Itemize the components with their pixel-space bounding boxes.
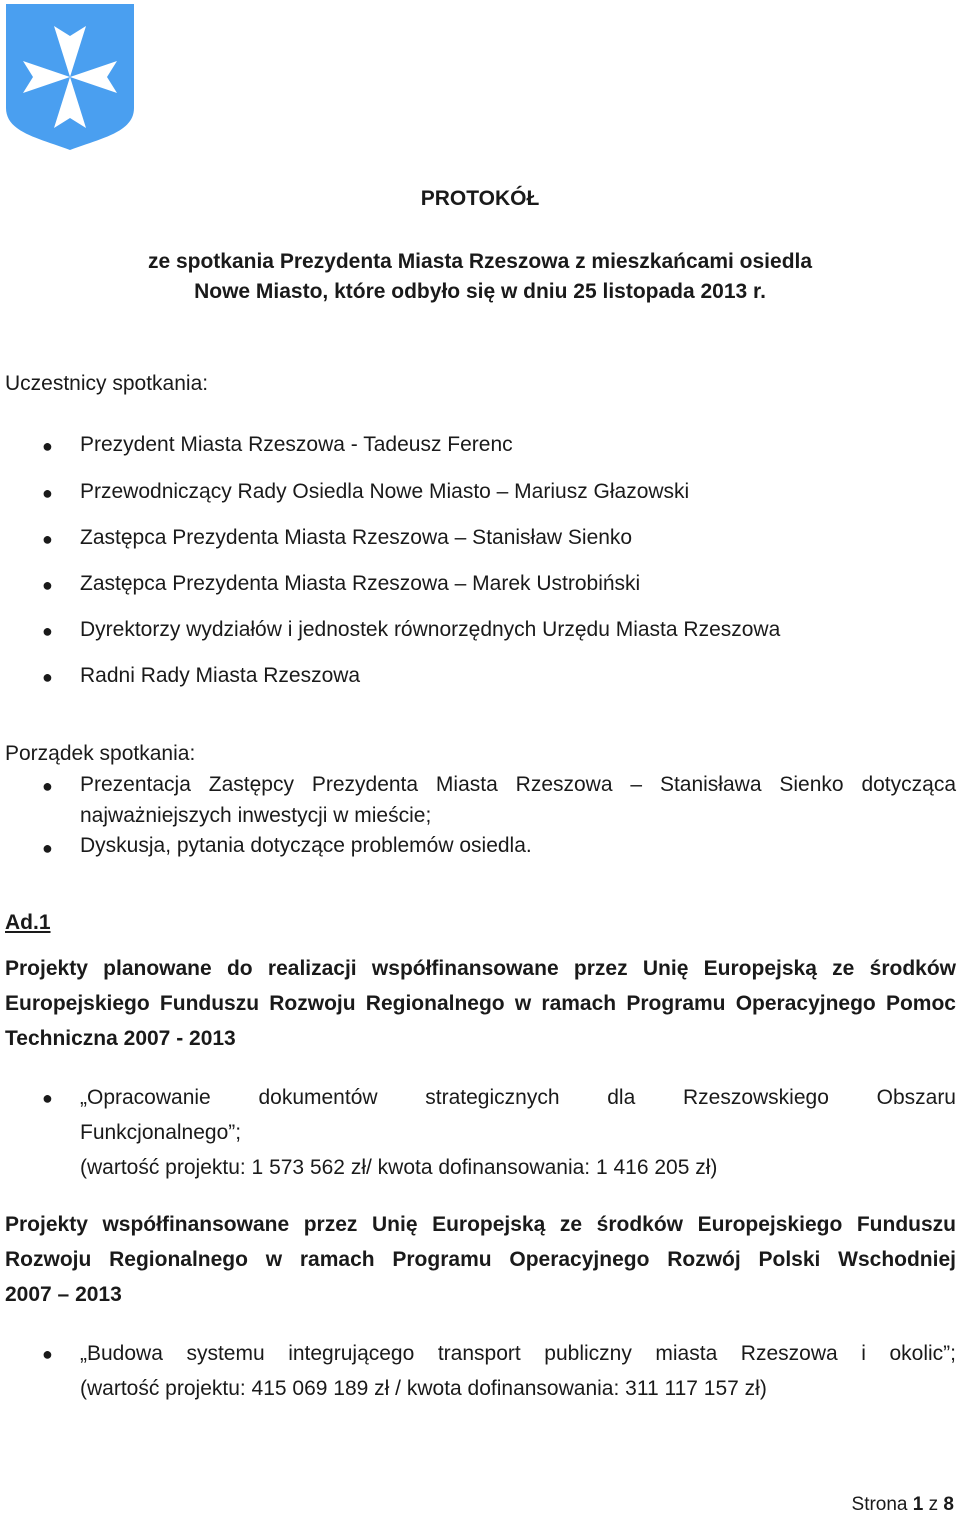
- bullet-icon: ●: [42, 483, 53, 503]
- bullet-icon: ●: [42, 575, 53, 595]
- bullet-icon: ●: [42, 667, 53, 687]
- section-1-project-line-1: „Opracowanie dokumentów strategicznych dla Rzeszowskiego Obszaru: [80, 1086, 956, 1109]
- page-word: Strona: [851, 1494, 908, 1515]
- section-2-project: [80, 1336, 956, 1406]
- bullet-icon: ●: [42, 529, 53, 549]
- section-label-ad1: Ad.1: [5, 911, 51, 934]
- section-1-heading: [5, 951, 956, 1056]
- agenda-item-1-line-2: najważniejszych inwestycji w mieście;: [80, 804, 432, 827]
- participant-item: Radni Rady Miasta Rzeszowa: [80, 664, 361, 687]
- section-1-heading-line-3: Techniczna 2007 - 2013: [5, 1027, 236, 1050]
- bullet-icon: ●: [42, 1344, 53, 1364]
- section-2-heading-line-2: Rozwoju Regionalnego w ramach Programu Operacyjnego Rozwój Polski Wschodniej: [5, 1248, 956, 1271]
- page-current: 1: [912, 1494, 924, 1515]
- agenda-item-1-line-1: Prezentacja Zastępcy Prezydenta Miasta Rzeszowa – Stanisława Sienko dotycząca: [80, 773, 956, 796]
- agenda-heading: Porządek spotkania:: [5, 742, 196, 765]
- page-number: [852, 1494, 954, 1516]
- section-1-heading-line-1: Projekty planowane do realizacji współfinansowane przez Unię Europejską ze środków: [5, 957, 956, 980]
- bullet-icon: ●: [42, 838, 53, 858]
- section-2-heading: [5, 1207, 956, 1312]
- participant-item: Dyrektorzy wydziałów i jednostek równorzędnych Urzędu Miasta Rzeszowa: [80, 618, 781, 641]
- agenda-item-2: Dyskusja, pytania dotyczące problemów osiedla.: [80, 834, 532, 857]
- page-of: z: [928, 1494, 939, 1515]
- participant-item: Przewodniczący Rady Osiedla Nowe Miasto – Mariusz Głazowski: [80, 480, 690, 503]
- document-title: PROTOKÓŁ: [420, 187, 540, 210]
- document-subtitle-line-2: Nowe Miasto, które odbyło się w dniu 25 listopada 2013 r.: [194, 280, 766, 303]
- bullet-icon: ●: [42, 436, 53, 456]
- bullet-icon: ●: [42, 1088, 53, 1108]
- participant-item: Prezydent Miasta Rzeszowa - Tadeusz Ferenc: [80, 433, 513, 456]
- section-2-project-value: (wartość projektu: 415 069 189 zł / kwota dofinansowania: 311 117 157 zł): [80, 1377, 767, 1400]
- bullet-icon: ●: [42, 776, 53, 796]
- participant-item: Zastępca Prezydenta Miasta Rzeszowa – Stanisław Sienko: [80, 526, 633, 549]
- document-subtitle-line-1: ze spotkania Prezydenta Miasta Rzeszowa z mieszkańcami osiedla: [147, 250, 813, 273]
- section-2-project-line-1: „Budowa systemu integrującego transport publiczny miasta Rzeszowa i okolic”;: [80, 1342, 956, 1365]
- participant-item: Zastępca Prezydenta Miasta Rzeszowa – Marek Ustrobiński: [80, 572, 641, 595]
- participants-heading: Uczestnicy spotkania:: [5, 372, 209, 395]
- agenda-item-1: [80, 769, 956, 831]
- section-1-heading-line-2: Europejskiego Funduszu Rozwoju Regionalnego w ramach Programu Operacyjnego Pomoc: [5, 992, 956, 1015]
- section-1-project: [80, 1080, 956, 1185]
- section-1-project-line-2: Funkcjonalnego”;: [80, 1121, 242, 1144]
- city-coat-of-arms-logo: [6, 4, 134, 152]
- section-2-heading-line-3: 2007 – 2013: [5, 1283, 122, 1306]
- bullet-icon: ●: [42, 621, 53, 641]
- section-2-heading-line-1: Projekty współfinansowane przez Unię Europejską ze środków Europejskiego Funduszu: [5, 1213, 956, 1236]
- page-total: 8: [943, 1494, 954, 1515]
- section-1-project-value: (wartość projektu: 1 573 562 zł/ kwota dofinansowania: 1 416 205 zł): [80, 1156, 718, 1179]
